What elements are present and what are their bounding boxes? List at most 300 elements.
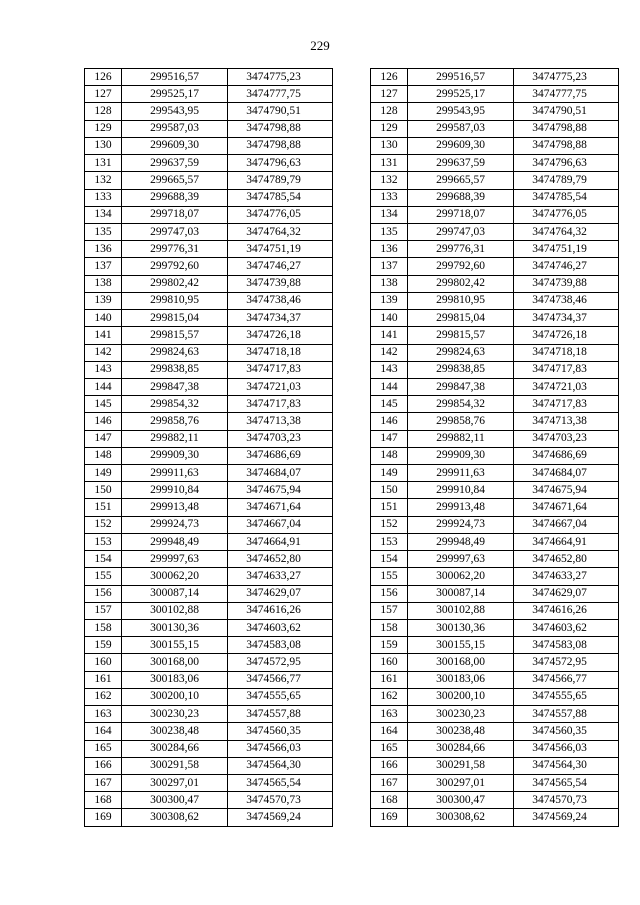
x-coordinate-cell: 300291,58 [122, 757, 228, 774]
y-coordinate-cell: 3474789,79 [228, 172, 333, 189]
y-coordinate-cell: 3474785,54 [228, 189, 333, 206]
x-coordinate-cell: 300284,66 [122, 740, 228, 757]
y-coordinate-cell: 3474751,19 [228, 241, 333, 258]
point-number-cell: 134 [371, 206, 408, 223]
y-coordinate-cell: 3474583,08 [514, 637, 619, 654]
point-number-cell: 141 [371, 327, 408, 344]
table-row [371, 723, 619, 740]
point-number-cell: 152 [371, 516, 408, 533]
x-coordinate-cell: 299824,63 [408, 344, 514, 361]
x-coordinate-cell: 299838,85 [122, 361, 228, 378]
y-coordinate-cell: 3474652,80 [514, 551, 619, 568]
table-row [85, 172, 333, 189]
x-coordinate-cell: 300130,36 [408, 620, 514, 637]
y-coordinate-cell: 3474675,94 [514, 482, 619, 499]
y-coordinate-cell: 3474555,65 [228, 688, 333, 705]
x-coordinate-cell: 299776,31 [408, 241, 514, 258]
x-coordinate-cell: 299665,57 [122, 172, 228, 189]
x-coordinate-cell: 300200,10 [408, 688, 514, 705]
point-number-cell: 135 [371, 223, 408, 240]
table-row [85, 69, 333, 86]
table-row [85, 620, 333, 637]
x-coordinate-cell: 300087,14 [408, 585, 514, 602]
table-row [371, 602, 619, 619]
y-coordinate-cell: 3474790,51 [514, 103, 619, 120]
point-number-cell: 137 [85, 258, 122, 275]
x-coordinate-cell: 299911,63 [122, 465, 228, 482]
y-coordinate-cell: 3474751,19 [514, 241, 619, 258]
table-row [371, 654, 619, 671]
y-coordinate-cell: 3474686,69 [228, 447, 333, 464]
point-number-cell: 156 [85, 585, 122, 602]
x-coordinate-cell: 299802,42 [122, 275, 228, 292]
point-number-cell: 169 [371, 809, 408, 826]
point-number-cell: 161 [371, 671, 408, 688]
point-number-cell: 162 [85, 688, 122, 705]
point-number-cell: 135 [85, 223, 122, 240]
y-coordinate-cell: 3474566,77 [514, 671, 619, 688]
point-number-cell: 140 [371, 310, 408, 327]
y-coordinate-cell: 3474796,63 [514, 155, 619, 172]
point-number-cell: 169 [85, 809, 122, 826]
table-row [85, 568, 333, 585]
point-number-cell: 163 [85, 706, 122, 723]
y-coordinate-cell: 3474664,91 [228, 533, 333, 550]
table-row [371, 120, 619, 137]
point-number-cell: 139 [371, 292, 408, 309]
point-number-cell: 143 [371, 361, 408, 378]
table-row [85, 809, 333, 826]
x-coordinate-cell: 300102,88 [408, 602, 514, 619]
x-coordinate-cell: 299847,38 [408, 378, 514, 395]
point-number-cell: 130 [371, 137, 408, 154]
y-coordinate-cell: 3474570,73 [228, 792, 333, 809]
table-row [85, 585, 333, 602]
point-number-cell: 165 [371, 740, 408, 757]
y-coordinate-cell: 3474560,35 [228, 723, 333, 740]
table-row [371, 774, 619, 791]
table-row [85, 654, 333, 671]
table-row [371, 223, 619, 240]
y-coordinate-cell: 3474565,54 [514, 774, 619, 791]
x-coordinate-cell: 300308,62 [408, 809, 514, 826]
table-row [85, 378, 333, 395]
table-row [85, 774, 333, 791]
y-coordinate-cell: 3474777,75 [514, 86, 619, 103]
table-row [85, 310, 333, 327]
x-coordinate-cell: 300238,48 [408, 723, 514, 740]
coordinates-table-left [84, 68, 333, 827]
point-number-cell: 154 [371, 551, 408, 568]
y-coordinate-cell: 3474739,88 [228, 275, 333, 292]
point-number-cell: 162 [371, 688, 408, 705]
point-number-cell: 150 [371, 482, 408, 499]
table-row [371, 533, 619, 550]
x-coordinate-cell: 299911,63 [408, 465, 514, 482]
y-coordinate-cell: 3474775,23 [228, 69, 333, 86]
x-coordinate-cell: 299948,49 [122, 533, 228, 550]
point-number-cell: 147 [371, 430, 408, 447]
table-row [371, 568, 619, 585]
table-row [85, 344, 333, 361]
y-coordinate-cell: 3474734,37 [514, 310, 619, 327]
x-coordinate-cell: 299747,03 [122, 223, 228, 240]
y-coordinate-cell: 3474775,23 [514, 69, 619, 86]
point-number-cell: 166 [85, 757, 122, 774]
table-row [85, 465, 333, 482]
y-coordinate-cell: 3474557,88 [228, 706, 333, 723]
x-coordinate-cell: 299609,30 [122, 137, 228, 154]
table-row [371, 671, 619, 688]
point-number-cell: 157 [85, 602, 122, 619]
point-number-cell: 137 [371, 258, 408, 275]
table-row [85, 671, 333, 688]
y-coordinate-cell: 3474566,03 [228, 740, 333, 757]
x-coordinate-cell: 300200,10 [122, 688, 228, 705]
table-row [371, 361, 619, 378]
point-number-cell: 134 [85, 206, 122, 223]
x-coordinate-cell: 299776,31 [122, 241, 228, 258]
y-coordinate-cell: 3474572,95 [228, 654, 333, 671]
y-coordinate-cell: 3474557,88 [514, 706, 619, 723]
point-number-cell: 159 [85, 637, 122, 654]
table-row [371, 310, 619, 327]
x-coordinate-cell: 299810,95 [408, 292, 514, 309]
table-row [85, 516, 333, 533]
x-coordinate-cell: 300062,20 [408, 568, 514, 585]
point-number-cell: 152 [85, 516, 122, 533]
point-number-cell: 165 [85, 740, 122, 757]
point-number-cell: 133 [371, 189, 408, 206]
point-number-cell: 149 [371, 465, 408, 482]
table-row [85, 292, 333, 309]
table-row [85, 327, 333, 344]
point-number-cell: 168 [371, 792, 408, 809]
point-number-cell: 150 [85, 482, 122, 499]
x-coordinate-cell: 300230,23 [122, 706, 228, 723]
table-row [85, 155, 333, 172]
table-row [371, 585, 619, 602]
point-number-cell: 154 [85, 551, 122, 568]
table-row [85, 396, 333, 413]
x-coordinate-cell: 299792,60 [408, 258, 514, 275]
table-row [85, 120, 333, 137]
y-coordinate-cell: 3474633,27 [514, 568, 619, 585]
x-coordinate-cell: 299516,57 [408, 69, 514, 86]
point-number-cell: 146 [85, 413, 122, 430]
table-row [85, 706, 333, 723]
x-coordinate-cell: 300183,06 [408, 671, 514, 688]
y-coordinate-cell: 3474717,83 [228, 396, 333, 413]
x-coordinate-cell: 300284,66 [408, 740, 514, 757]
x-coordinate-cell: 300102,88 [122, 602, 228, 619]
table-row [371, 413, 619, 430]
table-row [85, 206, 333, 223]
table-row [371, 189, 619, 206]
point-number-cell: 153 [371, 533, 408, 550]
y-coordinate-cell: 3474566,77 [228, 671, 333, 688]
y-coordinate-cell: 3474564,30 [228, 757, 333, 774]
point-number-cell: 157 [371, 602, 408, 619]
point-number-cell: 138 [371, 275, 408, 292]
point-number-cell: 158 [85, 620, 122, 637]
x-coordinate-cell: 299854,32 [408, 396, 514, 413]
point-number-cell: 127 [85, 86, 122, 103]
x-coordinate-cell: 300087,14 [122, 585, 228, 602]
y-coordinate-cell: 3474667,04 [514, 516, 619, 533]
table-row [371, 258, 619, 275]
point-number-cell: 153 [85, 533, 122, 550]
point-number-cell: 142 [85, 344, 122, 361]
y-coordinate-cell: 3474764,32 [514, 223, 619, 240]
y-coordinate-cell: 3474734,37 [228, 310, 333, 327]
x-coordinate-cell: 299924,73 [122, 516, 228, 533]
point-number-cell: 164 [85, 723, 122, 740]
x-coordinate-cell: 299688,39 [408, 189, 514, 206]
table-row [85, 499, 333, 516]
table-row [371, 86, 619, 103]
x-coordinate-cell: 299924,73 [408, 516, 514, 533]
point-number-cell: 166 [371, 757, 408, 774]
x-coordinate-cell: 299910,84 [408, 482, 514, 499]
table-row [85, 361, 333, 378]
point-number-cell: 164 [371, 723, 408, 740]
y-coordinate-cell: 3474717,83 [228, 361, 333, 378]
table-row [371, 706, 619, 723]
table-row [371, 378, 619, 395]
table-row [371, 757, 619, 774]
table-row [371, 430, 619, 447]
x-coordinate-cell: 299913,48 [122, 499, 228, 516]
point-number-cell: 147 [85, 430, 122, 447]
point-number-cell: 133 [85, 189, 122, 206]
point-number-cell: 136 [371, 241, 408, 258]
y-coordinate-cell: 3474629,07 [228, 585, 333, 602]
y-coordinate-cell: 3474713,38 [228, 413, 333, 430]
y-coordinate-cell: 3474684,07 [514, 465, 619, 482]
y-coordinate-cell: 3474726,18 [514, 327, 619, 344]
table-row [85, 447, 333, 464]
y-coordinate-cell: 3474739,88 [514, 275, 619, 292]
y-coordinate-cell: 3474616,26 [228, 602, 333, 619]
point-number-cell: 143 [85, 361, 122, 378]
table-row [371, 103, 619, 120]
x-coordinate-cell: 300297,01 [122, 774, 228, 791]
x-coordinate-cell: 300300,47 [408, 792, 514, 809]
point-number-cell: 163 [371, 706, 408, 723]
x-coordinate-cell: 299810,95 [122, 292, 228, 309]
point-number-cell: 155 [371, 568, 408, 585]
table-row [85, 430, 333, 447]
y-coordinate-cell: 3474776,05 [514, 206, 619, 223]
table-row [85, 551, 333, 568]
y-coordinate-cell: 3474671,64 [514, 499, 619, 516]
y-coordinate-cell: 3474764,32 [228, 223, 333, 240]
table-row [371, 465, 619, 482]
point-number-cell: 148 [85, 447, 122, 464]
table-row [371, 396, 619, 413]
table-row [371, 516, 619, 533]
table-row [85, 533, 333, 550]
point-number-cell: 132 [371, 172, 408, 189]
y-coordinate-cell: 3474776,05 [228, 206, 333, 223]
table-row [85, 637, 333, 654]
table-row [371, 499, 619, 516]
point-number-cell: 161 [85, 671, 122, 688]
x-coordinate-cell: 299824,63 [122, 344, 228, 361]
x-coordinate-cell: 299718,07 [408, 206, 514, 223]
point-number-cell: 144 [85, 378, 122, 395]
y-coordinate-cell: 3474560,35 [514, 723, 619, 740]
x-coordinate-cell: 299747,03 [408, 223, 514, 240]
x-coordinate-cell: 299516,57 [122, 69, 228, 86]
y-coordinate-cell: 3474798,88 [228, 137, 333, 154]
table-row [371, 447, 619, 464]
point-number-cell: 167 [371, 774, 408, 791]
point-number-cell: 132 [85, 172, 122, 189]
x-coordinate-cell: 299910,84 [122, 482, 228, 499]
y-coordinate-cell: 3474603,62 [514, 620, 619, 637]
point-number-cell: 151 [371, 499, 408, 516]
point-number-cell: 128 [85, 103, 122, 120]
y-coordinate-cell: 3474570,73 [514, 792, 619, 809]
table-row [85, 86, 333, 103]
point-number-cell: 131 [85, 155, 122, 172]
y-coordinate-cell: 3474686,69 [514, 447, 619, 464]
point-number-cell: 139 [85, 292, 122, 309]
x-coordinate-cell: 299948,49 [408, 533, 514, 550]
point-number-cell: 140 [85, 310, 122, 327]
x-coordinate-cell: 299997,63 [122, 551, 228, 568]
y-coordinate-cell: 3474569,24 [514, 809, 619, 826]
y-coordinate-cell: 3474717,83 [514, 396, 619, 413]
y-coordinate-cell: 3474746,27 [514, 258, 619, 275]
y-coordinate-cell: 3474667,04 [228, 516, 333, 533]
x-coordinate-cell: 300300,47 [122, 792, 228, 809]
point-number-cell: 136 [85, 241, 122, 258]
x-coordinate-cell: 299688,39 [122, 189, 228, 206]
x-coordinate-cell: 299858,76 [408, 413, 514, 430]
x-coordinate-cell: 299543,95 [122, 103, 228, 120]
table-row [371, 809, 619, 826]
y-coordinate-cell: 3474569,24 [228, 809, 333, 826]
y-coordinate-cell: 3474785,54 [514, 189, 619, 206]
point-number-cell: 146 [371, 413, 408, 430]
table-row [85, 740, 333, 757]
x-coordinate-cell: 299909,30 [408, 447, 514, 464]
table-row [85, 688, 333, 705]
x-coordinate-cell: 299637,59 [122, 155, 228, 172]
y-coordinate-cell: 3474633,27 [228, 568, 333, 585]
y-coordinate-cell: 3474789,79 [514, 172, 619, 189]
x-coordinate-cell: 299637,59 [408, 155, 514, 172]
y-coordinate-cell: 3474583,08 [228, 637, 333, 654]
point-number-cell: 145 [85, 396, 122, 413]
x-coordinate-cell: 300062,20 [122, 568, 228, 585]
table-row [371, 327, 619, 344]
table-row [371, 482, 619, 499]
table-row [371, 172, 619, 189]
y-coordinate-cell: 3474777,75 [228, 86, 333, 103]
table-row [371, 155, 619, 172]
x-coordinate-cell: 300183,06 [122, 671, 228, 688]
point-number-cell: 156 [371, 585, 408, 602]
x-coordinate-cell: 300155,15 [408, 637, 514, 654]
table-row [371, 740, 619, 757]
table-row [85, 275, 333, 292]
y-coordinate-cell: 3474718,18 [514, 344, 619, 361]
x-coordinate-cell: 299997,63 [408, 551, 514, 568]
y-coordinate-cell: 3474664,91 [514, 533, 619, 550]
x-coordinate-cell: 300230,23 [408, 706, 514, 723]
table-row [371, 688, 619, 705]
point-number-cell: 155 [85, 568, 122, 585]
x-coordinate-cell: 299847,38 [122, 378, 228, 395]
table-row [85, 482, 333, 499]
x-coordinate-cell: 300291,58 [408, 757, 514, 774]
table-row [85, 223, 333, 240]
y-coordinate-cell: 3474798,88 [514, 120, 619, 137]
x-coordinate-cell: 299815,57 [408, 327, 514, 344]
x-coordinate-cell: 299587,03 [408, 120, 514, 137]
y-coordinate-cell: 3474718,18 [228, 344, 333, 361]
y-coordinate-cell: 3474671,64 [228, 499, 333, 516]
x-coordinate-cell: 299815,04 [122, 310, 228, 327]
y-coordinate-cell: 3474684,07 [228, 465, 333, 482]
point-number-cell: 158 [371, 620, 408, 637]
table-row [85, 602, 333, 619]
point-number-cell: 144 [371, 378, 408, 395]
table-row [85, 103, 333, 120]
x-coordinate-cell: 300238,48 [122, 723, 228, 740]
y-coordinate-cell: 3474703,23 [514, 430, 619, 447]
y-coordinate-cell: 3474566,03 [514, 740, 619, 757]
point-number-cell: 151 [85, 499, 122, 516]
table-row [85, 137, 333, 154]
point-number-cell: 131 [371, 155, 408, 172]
table-row [371, 292, 619, 309]
x-coordinate-cell: 300130,36 [122, 620, 228, 637]
x-coordinate-cell: 300297,01 [408, 774, 514, 791]
table-row [371, 241, 619, 258]
table-row [85, 241, 333, 258]
point-number-cell: 141 [85, 327, 122, 344]
point-number-cell: 138 [85, 275, 122, 292]
y-coordinate-cell: 3474564,30 [514, 757, 619, 774]
point-number-cell: 129 [371, 120, 408, 137]
point-number-cell: 142 [371, 344, 408, 361]
page-number: 229 [310, 38, 330, 53]
y-coordinate-cell: 3474675,94 [228, 482, 333, 499]
x-coordinate-cell: 299665,57 [408, 172, 514, 189]
y-coordinate-cell: 3474652,80 [228, 551, 333, 568]
point-number-cell: 126 [85, 69, 122, 86]
table-row [85, 723, 333, 740]
x-coordinate-cell: 299909,30 [122, 447, 228, 464]
x-coordinate-cell: 299913,48 [408, 499, 514, 516]
x-coordinate-cell: 299882,11 [408, 430, 514, 447]
point-number-cell: 159 [371, 637, 408, 654]
y-coordinate-cell: 3474790,51 [228, 103, 333, 120]
y-coordinate-cell: 3474555,65 [514, 688, 619, 705]
y-coordinate-cell: 3474572,95 [514, 654, 619, 671]
table-row [371, 69, 619, 86]
table-row [371, 637, 619, 654]
y-coordinate-cell: 3474713,38 [514, 413, 619, 430]
x-coordinate-cell: 299792,60 [122, 258, 228, 275]
y-coordinate-cell: 3474738,46 [228, 292, 333, 309]
x-coordinate-cell: 299838,85 [408, 361, 514, 378]
